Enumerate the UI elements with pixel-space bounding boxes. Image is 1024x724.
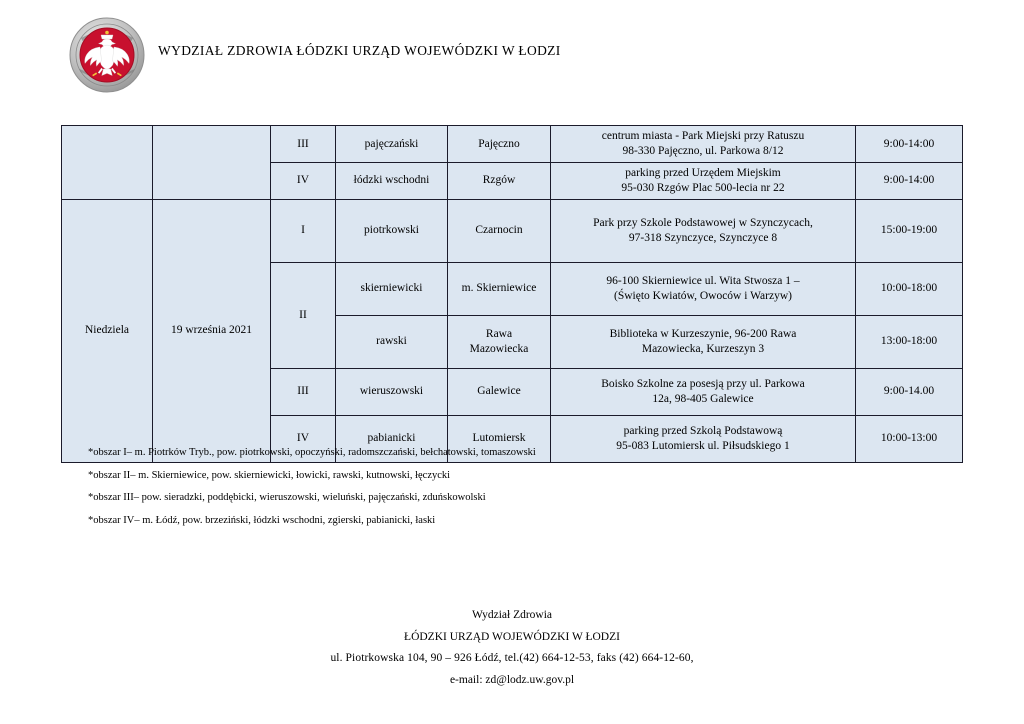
place-cell [551, 199, 856, 262]
area-cell: IV [271, 415, 336, 462]
footnote-area-2: *obszar II– m. Skierniewice, pow. skierniewicki, łowicki, rawski, kutnowski, łęczycki [88, 469, 451, 481]
powiat-cell: pajęczański [336, 126, 448, 163]
powiat-cell: wieruszowski [336, 368, 448, 415]
place-line-2: 98-330 Pajęczno, ul. Parkowa 8/12 [622, 144, 784, 157]
date-cell-empty [153, 126, 271, 200]
town-cell: Lutomiersk [448, 415, 551, 462]
town-line-2: Mazowiecka [469, 342, 529, 355]
place-line-2: (Święto Kwiatów, Owoców i Warzyw) [614, 289, 792, 302]
schedule-table-container [61, 125, 962, 463]
town-line-1: Rawa [485, 328, 513, 341]
place-line-2: 95-030 Rzgów Plac 500-lecia nr 22 [621, 181, 785, 194]
table-row [62, 126, 963, 163]
document-footer [0, 610, 1024, 696]
powiat-cell: łódzki wschodni [336, 162, 448, 199]
place-line-1: 96-100 Skierniewice ul. Wita Stwosza 1 – [606, 274, 800, 287]
place-cell [551, 162, 856, 199]
time-cell: 15:00-19:00 [856, 199, 963, 262]
place-cell [551, 126, 856, 163]
area-cell: II [271, 262, 336, 368]
area-cell: III [271, 126, 336, 163]
table-row [62, 199, 963, 262]
footer-address: ul. Piotrkowska 104, 90 – 926 Łódź, tel.(42) 664-12-53, faks (42) 664-12-60, [330, 652, 694, 664]
time-cell: 9:00-14:00 [856, 126, 963, 163]
day-cell-empty [62, 126, 153, 200]
place-line-1: parking przed Urzędem Miejskim [625, 166, 781, 179]
footnotes-block [88, 448, 848, 538]
footer-email: e-mail: zd@lodz.uw.gov.pl [449, 673, 575, 686]
town-cell [448, 315, 551, 368]
time-cell: 13:00-18:00 [856, 315, 963, 368]
powiat-cell: skierniewicki [336, 262, 448, 315]
footnote-area-1: *obszar I– m. Piotrków Tryb., pow. piotrkowski, opoczyński, radomszczański, bełchatowski, tomaszowski [88, 447, 536, 458]
footer-department: Wydział Zdrowia [471, 609, 553, 621]
town-cell: Pajęczno [448, 126, 551, 163]
place-line-1: Park przy Szkole Podstawowej w Szynczycach, [593, 216, 813, 229]
time-cell: 10:00-13:00 [856, 415, 963, 462]
time-cell: 10:00-18:00 [856, 262, 963, 315]
place-line-2: Mazowiecka, Kurzeszyn 3 [641, 342, 765, 355]
footnote-area-4: *obszar IV– m. Łódź, pow. brzeziński, łódzki wschodni, zgierski, pabianicki, łaski [88, 514, 436, 526]
place-line-2: 97-318 Szynczyce, Szynczyce 8 [628, 231, 778, 244]
document-header [0, 0, 1024, 105]
place-cell [551, 368, 856, 415]
footnote-area-3: *obszar III– pow. sieradzki, poddębicki, wieruszowski, wieluński, pajęczański, zduńskowolski [88, 492, 486, 503]
place-line-2: 12a, 98-405 Galewice [652, 392, 754, 405]
town-cell: Galewice [448, 368, 551, 415]
day-cell: Niedziela [62, 199, 153, 462]
area-cell: I [271, 199, 336, 262]
place-cell [551, 315, 856, 368]
time-cell: 9:00-14:00 [856, 162, 963, 199]
page-title: WYDZIAŁ ZDROWIA ŁÓDZKI URZĄD WOJEWÓDZKI W ŁODZI [158, 43, 561, 58]
polish-eagle-seal-icon [68, 16, 146, 94]
place-line-1: parking przed Szkolą Podstawową [623, 424, 783, 437]
area-cell: IV [271, 162, 336, 199]
area-cell: III [271, 368, 336, 415]
town-cell: m. Skierniewice [448, 262, 551, 315]
place-cell [551, 262, 856, 315]
place-line-1: Biblioteka w Kurzeszynie, 96-200 Rawa [609, 327, 797, 340]
powiat-cell: pabianicki [336, 415, 448, 462]
time-cell: 9:00-14.00 [856, 368, 963, 415]
place-line-1: centrum miasta - Park Miejski przy Ratuszu [601, 130, 805, 142]
powiat-cell: rawski [336, 315, 448, 368]
footer-office-name: ŁÓDZKI URZĄD WOJEWÓDZKI W ŁODZI [404, 630, 620, 643]
town-cell: Rzgów [448, 162, 551, 199]
schedule-table [61, 125, 963, 463]
date-cell: 19 września 2021 [153, 199, 271, 462]
powiat-cell: piotrkowski [336, 199, 448, 262]
town-cell: Czarnocin [448, 199, 551, 262]
place-line-1: Boisko Szkolne za posesją przy ul. Parkowa [601, 377, 805, 390]
place-line-2: 95-083 Lutomiersk ul. Piłsudskiego 1 [616, 439, 790, 452]
